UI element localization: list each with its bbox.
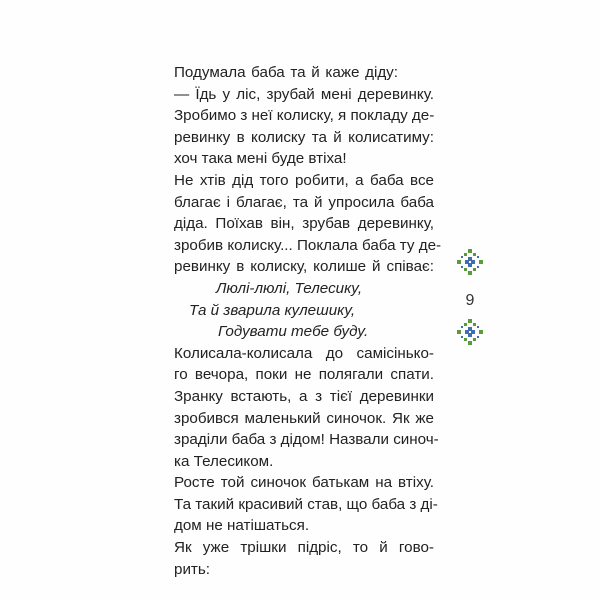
text-line: діда. Поїхав він, зрубав деревинку, [174,215,434,233]
text-line: Не хтів дід того робити, а баба все [174,171,434,189]
story-text [172,62,442,580]
folk-ornament-icon [456,318,484,346]
folk-ornament-icon [456,248,484,276]
text-line: зробився маленький синочок. Як же [174,409,434,427]
text-line: ревинку в колиску, колише й співає: [174,258,434,276]
text-line: Зранку встають, а з тієї деревинки [174,387,434,405]
text-line: ревинку в колиску та й колисатиму: [174,128,434,146]
verse-line: Люлі-люлі, Телесику, [216,279,363,297]
verse-line: Годувати тебе буду. [218,323,369,341]
page-number: 9 [465,292,475,309]
text-line: зраділи баба з дідом! Назвали синоч- [174,431,439,449]
text-line: — Їдь у ліс, зрубай мені деревинку. [174,85,434,103]
text-line: Та такий красивий став, що баба з ді- [174,495,438,513]
text-line: зробив колиску... Поклала баба ту де- [174,236,442,254]
verse-line: Та й зварила кулешику, [189,301,356,319]
text-line: Колисала-колисала до самісінько- [174,344,434,362]
text-line: благає і благає, та й упросила баба [174,193,434,211]
text-line: хоч така мені буде втіха! [174,150,347,168]
text-line: дом не натішаться. [174,517,310,535]
text-line: ка Телесиком. [174,452,274,470]
text-line: го вечора, поки не полягали спати. [174,366,434,384]
page-number-block [448,240,492,370]
text-line: Подумала баба та й каже діду: [174,64,398,81]
text-line: Росте той синочок батькам на втіху. [174,474,434,492]
text-line: Зробимо з неї колиску, я покладу де- [174,107,435,125]
text-line: Як уже трішки підріс, то й гово- [174,539,434,557]
text-line: рить: [174,560,211,578]
